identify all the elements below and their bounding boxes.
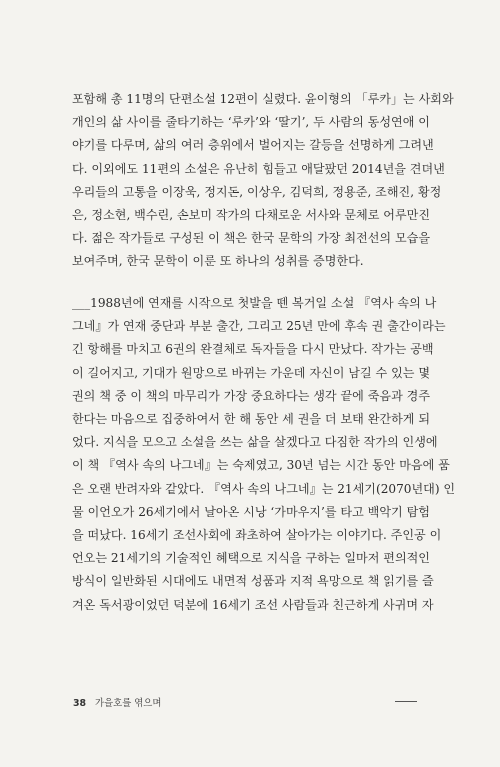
text-line: 개인의 삶 사이를 줄타기하는 ‘루카’와 ‘딸기’, 두 사람의 동성연애 이: [72, 115, 430, 130]
text-line: 은 오랜 반려자와 같았다. 『역사 속의 나그네』는 21세기(2070년대) 인: [72, 481, 456, 496]
text-line: 권의 책 중 이 책의 마무리가 가장 중요하다는 생각 끝에 죽음과 경주: [72, 388, 430, 403]
text-line: 언오는 21세기의 기술적인 혜택으로 지식을 구하는 일마저 편의적인: [72, 551, 430, 566]
text-line: 다. 젊은 작가들로 구성된 이 책은 한국 문학의 가장 최전선의 모습을: [72, 231, 430, 246]
text-line: ___1988년에 연재를 시작으로 첫발을 뗀 복거일 소설 『역사 속의 나: [72, 296, 437, 310]
footer-rule: [395, 701, 417, 702]
text-line: 은, 정소현, 백수린, 손보미 작가의 다채로운 서사와 문체로 어루만진: [72, 208, 430, 223]
text-line: 한다는 마음으로 집중하여서 한 해 동안 세 권을 더 보태 완간하게 되: [72, 412, 430, 427]
text-line: 이 책 『역사 속의 나그네』는 숙제였고, 30년 넘는 시간 동안 마음에 품: [72, 458, 450, 473]
text-line: 긴 항해를 마치고 6권의 완결체로 독자들을 다시 만났다. 작가는 공백: [72, 342, 434, 357]
body-paragraph-1: [72, 88, 454, 274]
page-number: 38: [73, 698, 87, 709]
text-line: 이 길어지고, 기대가 원망으로 바뀌는 가운데 자신이 남길 수 있는 몇: [72, 365, 430, 380]
text-line: 다. 이외에도 11편의 소설은 유난히 힘들고 애달팠던 2014년을 견뎌낸: [72, 161, 445, 176]
text-line: 야기를 다루며, 삶의 여러 층위에서 벌어지는 갈등을 선명하게 그려낸: [72, 138, 434, 153]
text-line: 포함해 총 11명의 단편소설 12편이 실렸다. 윤이형의 「루카」는 사회와: [72, 92, 454, 106]
text-line: 물 이언오가 26세기에서 날아온 시낭 ‘가마우지’를 타고 백악기 탐험: [72, 504, 430, 519]
text-line: 방식이 일반화된 시대에도 내면적 성품과 지적 욕망으로 책 읽기를 즐: [72, 574, 434, 589]
running-title: 가을호를 엮으며: [95, 698, 162, 709]
text-line: 보여주며, 한국 문학이 이룬 또 하나의 성취를 증명한다.: [72, 254, 364, 269]
page-footer: [73, 695, 161, 709]
text-line: 그네』가 연재 중단과 부분 출간, 그리고 25년 만에 후속 권 출간이라는: [72, 319, 446, 334]
text-line: 겨온 독서광이었던 덕분에 16세기 조선 사람들과 친근하게 사귀며 자: [72, 597, 434, 612]
text-line: 었다. 지식을 모으고 소설을 쓰는 삶을 살겠다고 다짐한 작가의 인생에: [72, 435, 438, 450]
text-line: 우리들의 고통을 이장욱, 정지돈, 이상우, 김덕희, 정용준, 조해진, 황정: [72, 184, 442, 199]
body-paragraph-2: [72, 292, 456, 617]
text-line: 을 떠났다. 16세기 조선사회에 좌초하여 살아가는 이야기다. 주인공 이: [72, 528, 442, 543]
